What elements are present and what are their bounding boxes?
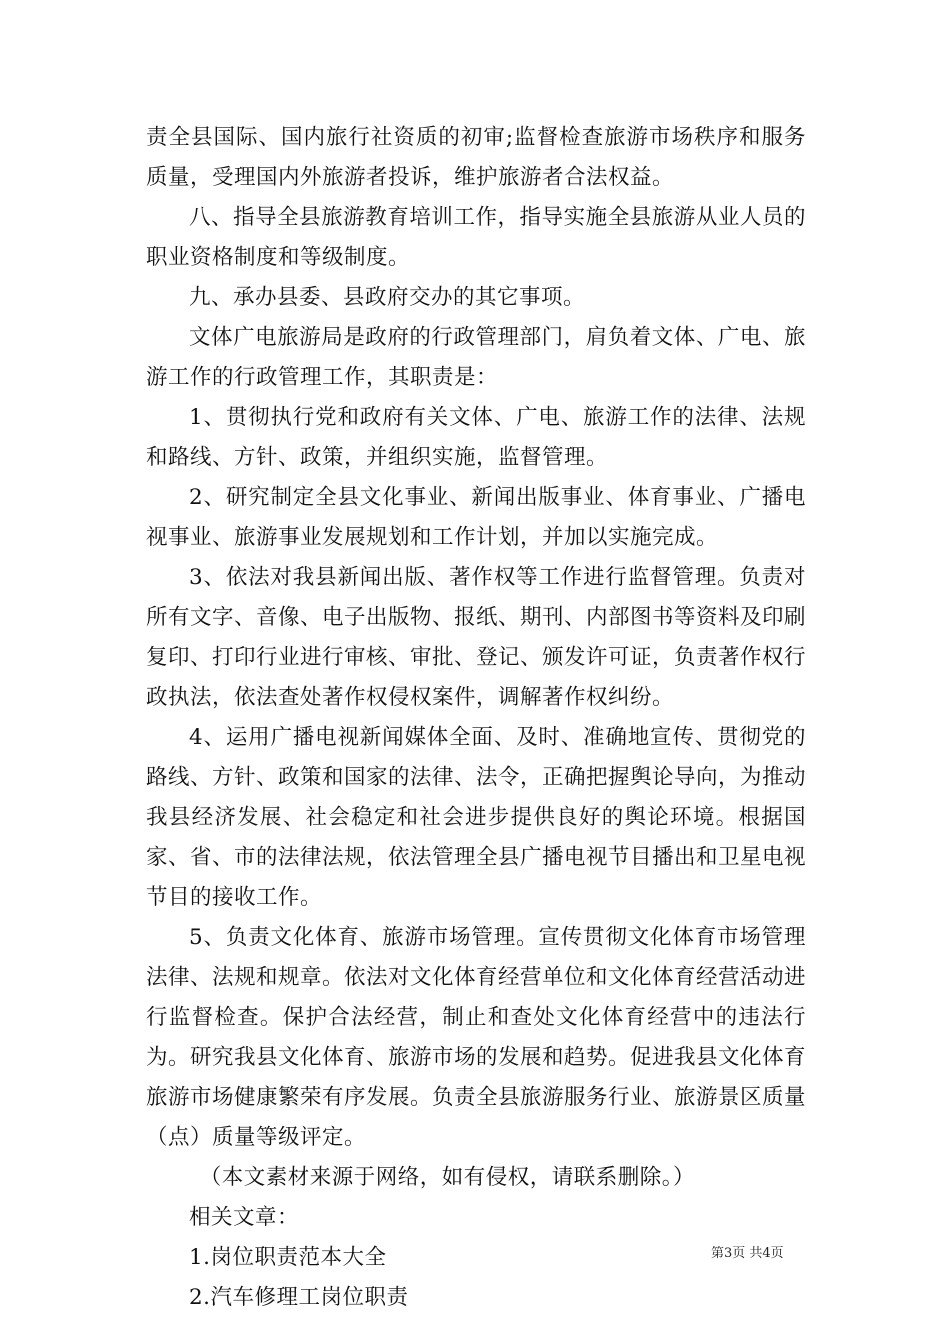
paragraph: 九、承办县委、县政府交办的其它事项。: [189, 285, 586, 310]
document-body: [146, 118, 806, 1318]
paragraph: 八、指导全县旅游教育培训工作，指导实施全县旅游从业人员的职业资格制度和等级制度。: [146, 205, 806, 270]
paragraph: 3、依法对我县新闻出版、著作权等工作进行监督管理。负责对所有文字、音像、电子出版物、报纸、期刊、内部图书等资料及印刷复印、打印行业进行审核、审批、登记、颁发许可证，负责著作权行政执法，依法查处著作权侵权案件，调解著作权纠纷。: [146, 565, 807, 710]
paragraph: 5、负责文化体育、旅游市场管理。宣传贯彻文化体育市场管理法律、法规和规章。依法对文化体育经营单位和文化体育经营活动进行监督检查。保护合法经营，制止和查处文化体育经营中的违法行为。研究我县文化体育、旅游市场的发展和趋势。促进我县文化体育旅游市场健康繁荣有序发展。负责全县旅游服务行业、旅游景区质量（点）质量等级评定。: [146, 925, 807, 1150]
paragraph: 文体广电旅游局是政府的行政管理部门，肩负着文体、广电、旅游工作的行政管理工作，其职责是：: [146, 325, 806, 390]
paragraph: 4、运用广播电视新闻媒体全面、及时、准确地宣传、贯彻党的路线、方针、政策和国家的法律、法令，正确把握舆论导向，为推动我县经济发展、社会稳定和社会进步提供良好的舆论环境。根据国家、省、市的法律法规，依法管理全县广播电视节目播出和卫星电视节目的接收工作。: [146, 725, 807, 910]
page-number: 第3页 共4页: [711, 1246, 784, 1261]
related-article-link[interactable]: 1.岗位职责范本大全: [189, 1245, 387, 1270]
paragraph: 1、贯彻执行党和政府有关文体、广电、旅游工作的法律、法规和路线、方针、政策，并组织实施，监督管理。: [146, 405, 806, 470]
related-article-link[interactable]: 2.汽车修理工岗位职责: [189, 1285, 409, 1310]
source-note: （本文素材来源于网络，如有侵权，请联系删除。）: [199, 1165, 696, 1190]
related-articles-heading: 相关文章：: [189, 1205, 300, 1230]
paragraph: 责全县国际、国内旅行社资质的初审;监督检查旅游市场秩序和服务质量，受理国内外旅游者投诉，维护旅游者合法权益。: [146, 125, 806, 190]
paragraph: 2、研究制定全县文化事业、新闻出版事业、体育事业、广播电视事业、旅游事业发展规划和工作计划，并加以实施完成。: [146, 485, 806, 550]
